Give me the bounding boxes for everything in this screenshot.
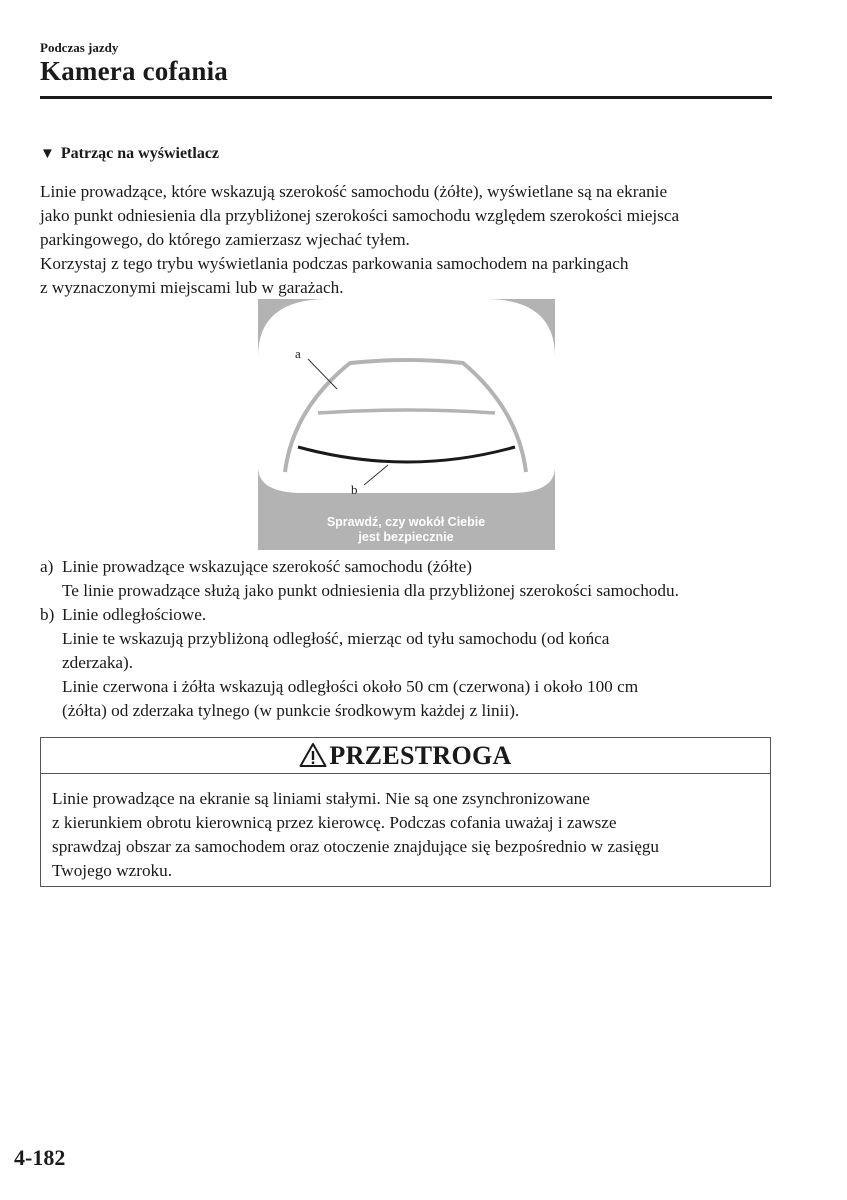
legend-line: zderzaka). bbox=[62, 653, 134, 672]
caution-title: PRZESTROGA bbox=[329, 740, 512, 770]
legend-line: Linie prowadzące wskazujące szerokość samochodu (żółte) bbox=[62, 557, 472, 576]
intro-line: jako punkt odniesienia dla przybliżonej szerokości samochodu względem szerokości miejsca bbox=[40, 206, 680, 225]
legend-line: Linie odległościowe. bbox=[62, 605, 207, 624]
legend-line: (żółta) od zderzaka tylnego (w punkcie środkowym każdej z linii). bbox=[62, 701, 520, 720]
legend-item-a bbox=[40, 555, 780, 603]
intro-line: z wyznaczonymi miejscami lub w garażach. bbox=[40, 278, 344, 297]
caution-line: Twojego wzroku. bbox=[52, 861, 173, 880]
figure-label-b: b bbox=[351, 482, 358, 497]
intro-paragraph bbox=[40, 180, 780, 300]
legend-marker: a) bbox=[40, 557, 54, 576]
caution-text bbox=[41, 774, 770, 883]
title-divider bbox=[40, 96, 772, 99]
warning-triangle-icon bbox=[299, 742, 327, 768]
caution-box bbox=[40, 737, 771, 887]
subsection-title: Patrząc na wyświetlacz bbox=[60, 145, 220, 162]
triangle-down-icon: ▼ bbox=[40, 146, 55, 162]
intro-line: Linie prowadzące, które wskazują szerokość samochodu (żółte), wyświetlane są na ekranie bbox=[40, 182, 668, 201]
caution-header bbox=[41, 738, 770, 774]
page-title: Kamera cofania bbox=[40, 56, 229, 86]
legend-line: Te linie prowadzące służą jako punkt odniesienia dla przybliżonej szerokości samochodu. bbox=[62, 581, 679, 600]
screen-caption-line2: jest bezpiecznie bbox=[358, 530, 454, 544]
caution-line: Linie prowadzące na ekranie są liniami stałymi. Nie są one zsynchronizowane bbox=[52, 789, 590, 808]
figure-label-a: a bbox=[295, 346, 301, 361]
intro-line: Korzystaj z tego trybu wyświetlania podczas parkowania samochodem na parkingach bbox=[40, 254, 629, 273]
legend-list bbox=[40, 555, 780, 723]
intro-line: parkingowego, do którego zamierzasz wjechać tyłem. bbox=[40, 230, 410, 249]
legend-item-b bbox=[40, 603, 780, 723]
camera-view-area bbox=[258, 299, 555, 493]
subsection-heading bbox=[40, 145, 219, 163]
caution-line: sprawdzaj obszar za samochodem oraz otoczenie znajdujące się bezpośrednio w zasięgu bbox=[52, 837, 660, 856]
section-label: Podczas jazdy bbox=[40, 40, 119, 55]
rear-camera-display-figure bbox=[258, 299, 555, 550]
legend-line: Linie te wskazują przybliżoną odległość, mierząc od tyłu samochodu (od końca bbox=[62, 629, 610, 648]
screen-caption-line1: Sprawdź, czy wokół Ciebie bbox=[326, 515, 486, 529]
caution-line: z kierunkiem obrotu kierownicą przez kierowcę. Podczas cofania uważaj i zawsze bbox=[52, 813, 617, 832]
legend-line: Linie czerwona i żółta wskazują odległości około 50 cm (czerwona) i około 100 cm bbox=[62, 677, 639, 696]
legend-marker: b) bbox=[40, 605, 55, 624]
page-number: 4-182 bbox=[14, 1145, 66, 1170]
